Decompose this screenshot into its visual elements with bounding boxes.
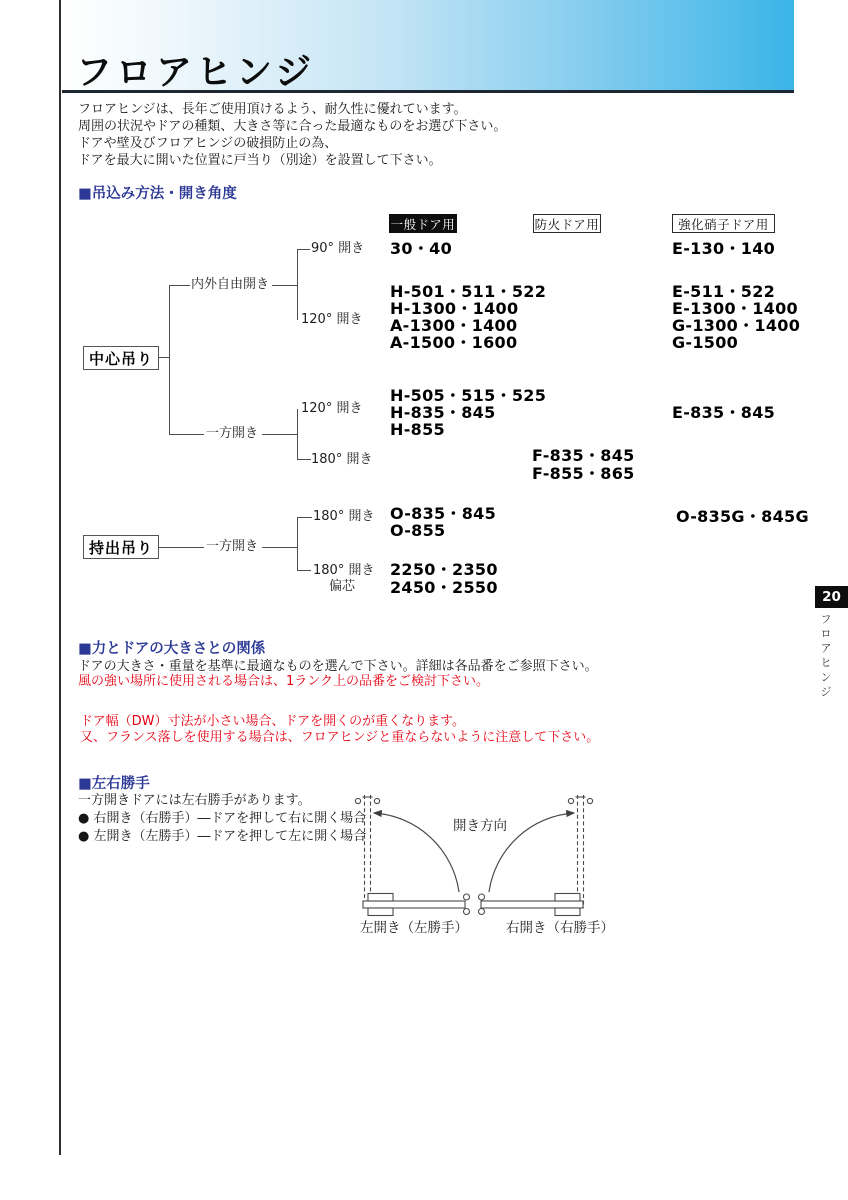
model-value: 2450・2550 <box>390 578 498 597</box>
model-value: F-855・865 <box>532 464 635 483</box>
right-door-caption: 右開き（右勝手） <box>506 920 614 936</box>
model-value: F-835・845 <box>532 446 635 465</box>
intro-line: フロアヒンジは、長年ご使用頂けるよう、耐久性に優れています。 <box>78 102 467 117</box>
section-heading-hanging-method: ■吊込み方法・開き角度 <box>78 186 237 202</box>
page-number-tab <box>815 586 848 608</box>
section-heading-power-size: ■力とドアの大きさとの関係 <box>78 641 266 657</box>
angle-label-eccentric: 偏芯 <box>329 579 356 594</box>
left-open-door-handle-icon <box>355 798 360 803</box>
model-value: 2250・2350 <box>390 560 498 579</box>
angle-label-120: 120° 開き <box>301 312 363 327</box>
power-text-red: 風の強い場所に使用される場合は、1ランク上の品番をご検討下さい。 <box>78 674 490 689</box>
page-number: 20 <box>822 589 841 605</box>
left-open-door-handle-icon <box>374 798 379 803</box>
node-center-hung: 中心吊り <box>83 346 159 370</box>
model-value: H-855 <box>390 420 445 439</box>
branch-label-one-way-center: 一方開き <box>206 426 259 441</box>
angle-label-180: 180° 開き <box>313 509 375 524</box>
angle-label-180: 180° 開き <box>311 452 373 467</box>
model-value: H-501・511・522 <box>390 282 547 301</box>
left-door-leaf <box>363 901 465 908</box>
left-door-handle-icon <box>464 909 470 915</box>
right-door-jamb <box>555 908 580 916</box>
right-door-handle-icon <box>479 909 485 915</box>
angle-label-180: 180° 開き <box>313 563 375 578</box>
right-door-group <box>479 795 593 916</box>
model-value: E-835・845 <box>672 403 776 422</box>
model-value: E-1300・1400 <box>672 299 798 318</box>
model-value: H-505・515・525 <box>390 386 547 405</box>
node-offset-hung: 持出吊り <box>83 535 159 559</box>
right-open-door-handle-icon <box>587 798 592 803</box>
intro-line: ドアを最大に開いた位置に戸当り（別途）を設置して下さい。 <box>78 153 442 168</box>
model-value: O-835G・845G <box>676 507 809 526</box>
page-title: フロアヒンジ <box>76 52 316 93</box>
column-header-fire-door: 防火ドア用 <box>533 214 601 233</box>
branch-label-one-way-offset: 一方開き <box>206 539 259 554</box>
right-door-handle-icon <box>479 894 485 900</box>
model-value: O-855 <box>390 521 446 540</box>
model-value: A-1500・1600 <box>390 333 518 352</box>
side-tab-vertical-label: フロアヒンジ <box>819 613 833 700</box>
angle-label-90: 90° 開き <box>311 241 365 256</box>
right-door-jamb <box>555 894 580 902</box>
right-door-leaf <box>481 901 583 908</box>
model-value: H-835・845 <box>390 403 496 422</box>
power-note-red-1: ドア幅（DW）寸法が小さい場合、ドアを開くのが重くなります。 <box>80 714 466 729</box>
power-note-red-2: 又、フランス落しを使用する場合は、フロアヒンジと重ならないように注意して下さい。 <box>80 730 600 745</box>
model-value: H-1300・1400 <box>390 299 519 318</box>
column-header-general-door: 一般ドア用 <box>389 214 457 233</box>
section-heading-handedness: ■左右勝手 <box>78 776 150 792</box>
left-door-group <box>355 795 469 916</box>
intro-line: 周囲の状況やドアの種類、大きさ等に合った最適なものをお選び下さい。 <box>78 119 507 134</box>
model-value: G-1300・1400 <box>672 316 801 335</box>
left-door-caption: 左開き（左勝手） <box>360 920 468 936</box>
model-value: E-130・140 <box>672 239 776 258</box>
left-door-jamb <box>368 908 393 916</box>
model-value: E-511・522 <box>672 282 776 301</box>
column-header-tempered-glass-door: 強化硝子ドア用 <box>672 214 775 233</box>
power-text-black: ドアの大きさ・重量を基準に最適なものを選んで下さい。詳細は各品番をご参照下さい。 <box>78 659 598 674</box>
swing-direction-label: 開き方向 <box>453 818 507 834</box>
handed-text-line1: 一方開きドアには左右勝手があります。 <box>78 793 311 808</box>
model-value: O-835・845 <box>390 504 497 523</box>
handed-bullet-right: ● 右開き（右勝手）―ドアを押して右に開く場合 <box>78 811 367 826</box>
angle-label-120: 120° 開き <box>301 401 363 416</box>
model-value: G-1500 <box>672 333 739 352</box>
model-value: 30・40 <box>390 239 453 258</box>
left-door-swing-arc <box>374 813 459 892</box>
left-door-jamb <box>368 894 393 902</box>
branch-label-free-swing: 内外自由開き <box>191 277 270 292</box>
right-open-door-handle-icon <box>568 798 573 803</box>
left-door-handle-icon <box>464 894 470 900</box>
model-value: A-1300・1400 <box>390 316 518 335</box>
intro-line: ドアや壁及びフロアヒンジの破損防止の為、 <box>78 136 338 151</box>
handed-bullet-left: ● 左開き（左勝手）―ドアを押して左に開く場合 <box>78 829 367 844</box>
